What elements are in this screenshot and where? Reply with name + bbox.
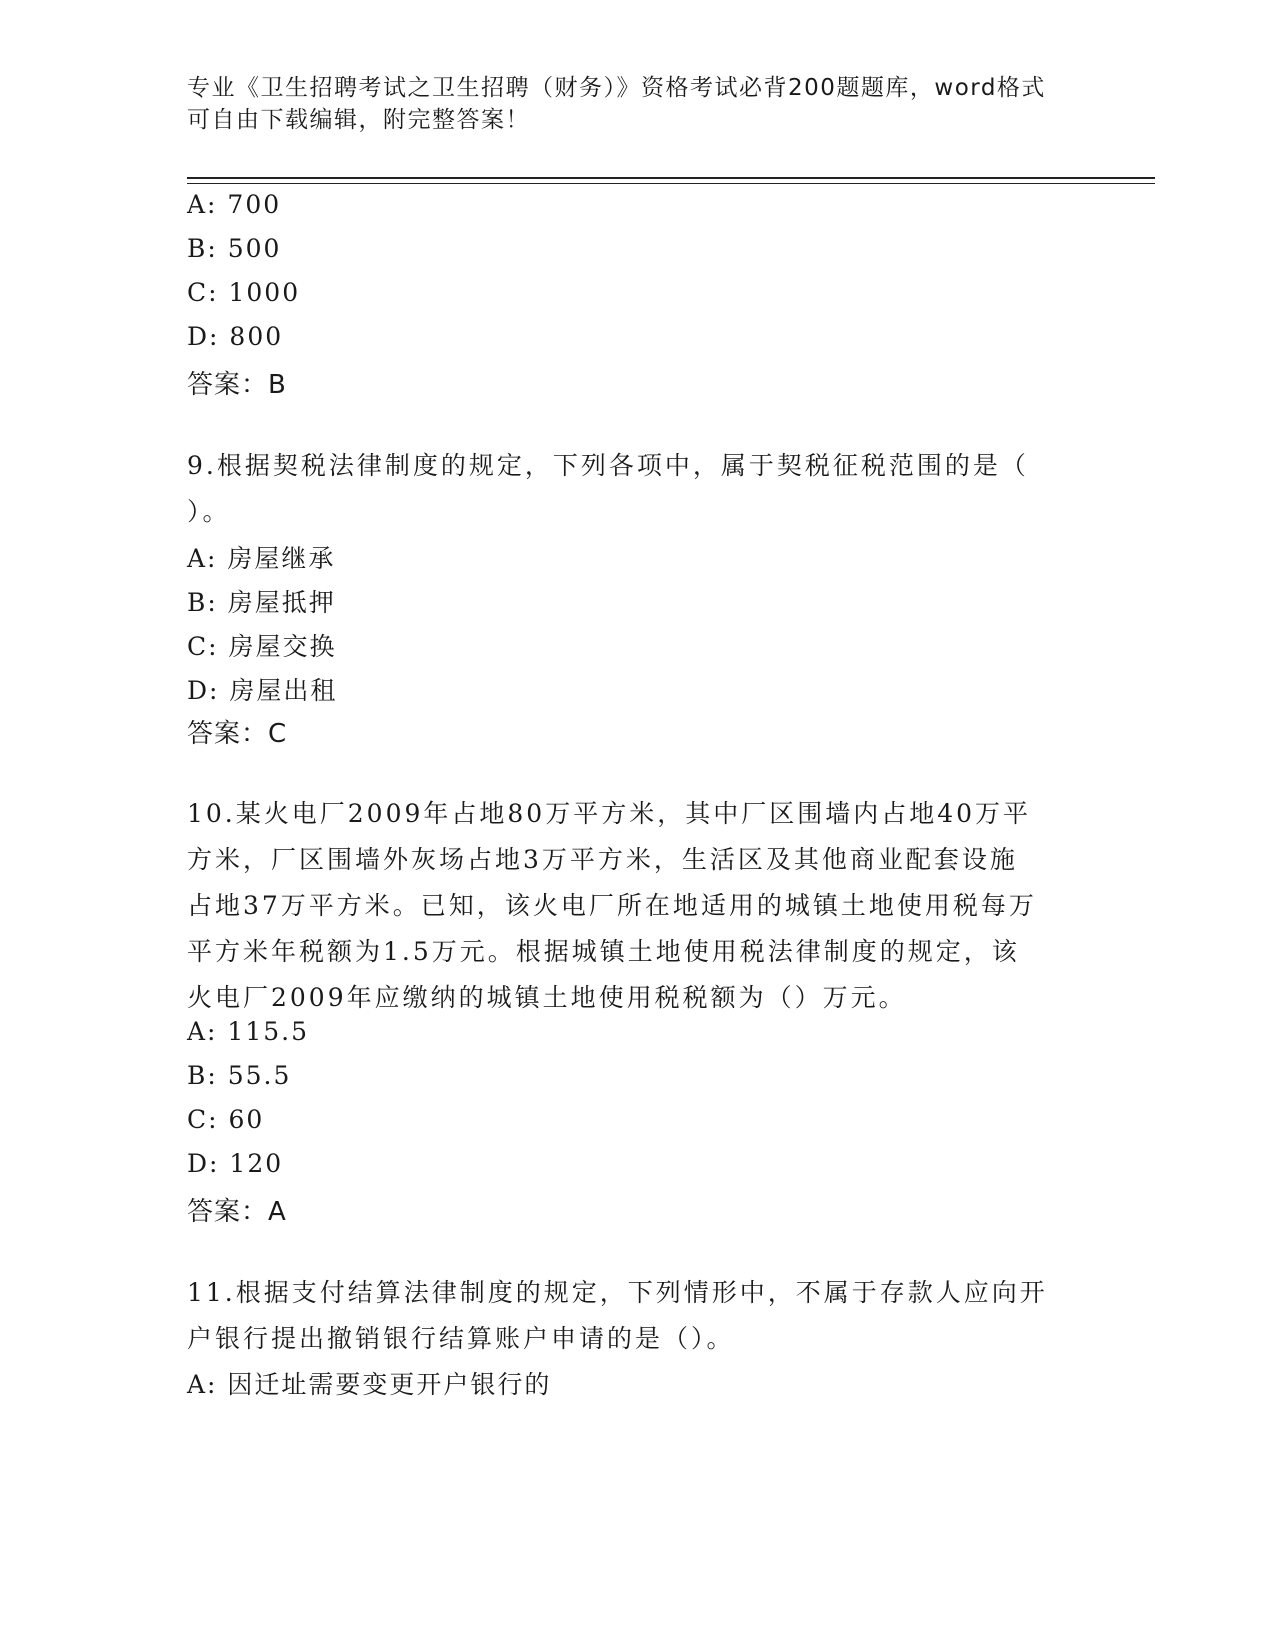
q9-stem <box>187 443 1087 535</box>
document-header <box>187 72 1087 136</box>
q10-option-a: A: 115.5 <box>187 1017 309 1046</box>
q11-option-a: A: 因迁址需要变更开户银行的 <box>187 1370 552 1399</box>
q10-answer: 答案：A <box>187 1197 287 1227</box>
header-line-2: 可自由下载编辑，附完整答案！ <box>187 107 530 133</box>
q10-option-d: D: 120 <box>187 1149 284 1178</box>
q10-stem <box>187 791 1087 1021</box>
q9-stem-line-2: ）。 <box>187 497 231 526</box>
header-rule-thin <box>187 183 1155 184</box>
header-rule-thick <box>187 177 1155 179</box>
q9-stem-line-1: 9.根据契税法律制度的规定，下列各项中，属于契税征税范围的是（ <box>187 451 1029 480</box>
q9-option-a: A: 房屋继承 <box>187 544 336 573</box>
q10-option-c: C: 60 <box>187 1105 265 1134</box>
q10-stem-line-4: 平方米年税额为1.5万元。根据城镇土地使用税法律制度的规定，该 <box>187 937 1020 966</box>
q10-stem-line-5: 火电厂2009年应缴纳的城镇土地使用税税额为（）万元。 <box>187 983 907 1012</box>
q8-option-b: B: 500 <box>187 234 282 263</box>
q11-stem-line-1: 11.根据支付结算法律制度的规定，下列情形中，不属于存款人应向开 <box>187 1278 1048 1307</box>
q9-option-c: C: 房屋交换 <box>187 632 337 661</box>
q9-option-b: B: 房屋抵押 <box>187 588 336 617</box>
q10-stem-line-2: 方米，厂区围墙外灰场占地3万平方米，生活区及其他商业配套设施 <box>187 845 1018 874</box>
q9-option-d: D: 房屋出租 <box>187 676 338 705</box>
q10-stem-line-1: 10.某火电厂2009年占地80万平方米，其中厂区围墙内占地40万平 <box>187 799 1032 828</box>
q9-answer: 答案：C <box>187 719 288 749</box>
q11-stem-line-2: 户银行提出撤销银行结算账户申请的是（）。 <box>187 1324 735 1353</box>
q8-option-a: A: 700 <box>187 190 282 219</box>
q8-option-d: D: 800 <box>187 322 284 351</box>
q10-stem-line-3: 占地37万平方米。已知，该火电厂所在地适用的城镇土地使用税每万 <box>187 891 1037 920</box>
q8-option-c: C: 1000 <box>187 278 301 307</box>
q11-stem <box>187 1270 1087 1362</box>
header-line-1: 专业《卫生招聘考试之卫生招聘（财务）》资格考试必背200题题库，word格式 <box>187 75 1046 101</box>
q10-option-b: B: 55.5 <box>187 1061 292 1090</box>
q8-answer: 答案：B <box>187 370 287 400</box>
